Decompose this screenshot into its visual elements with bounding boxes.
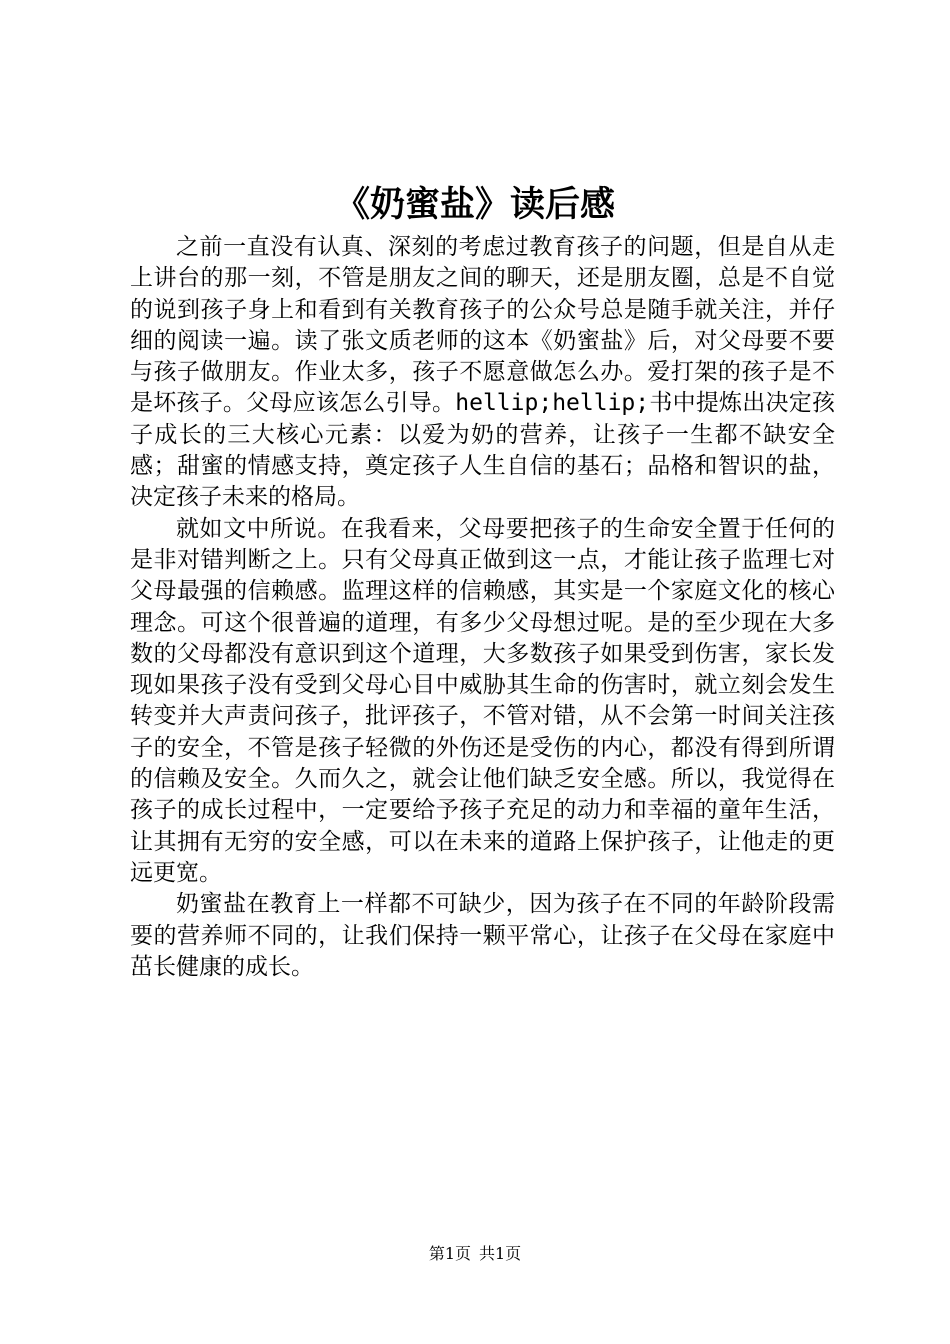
document-body	[130, 232, 835, 983]
paragraph-1: 之前一直没有认真、深刻的考虑过教育孩子的问题，但是自从走上讲台的那一刻，不管是朋友之间的聊天，还是朋友圈，总是不自觉的说到孩子身上和看到有关教育孩子的公众号总是随手就关注，并仔细的阅读一遍。读了张文质老师的这本《奶蜜盐》后，对父母要不要与孩子做朋友。作业太多，孩子不愿意做怎么办。爱打架的孩子是不是坏孩子。父母应该怎么引导。hellip;hellip;书中提炼出决定孩子成长的三大核心元素：以爱为奶的营养，让孩子一生都不缺安全感；甜蜜的情感支持，奠定孩子人生自信的基石；品格和智识的盐，决定孩子未来的格局。	[130, 234, 835, 511]
page-number-current: 第1页	[428, 1244, 471, 1263]
document-title: 《奶蜜盐》读后感	[334, 184, 615, 225]
page-footer	[0, 1242, 950, 1266]
paragraph-2: 就如文中所说。在我看来，父母要把孩子的生命安全置于任何的是非对错判断之上。只有父母真正做到这一点，才能让孩子监理七对父母最强的信赖感。监理这样的信赖感，其实是一个家庭文化的核心理念。可这个很普遍的道理，有多少父母想过呢。是的至少现在大多数的父母都没有意识到这个道理，大多数孩子如果受到伤害，家长发现如果孩子没有受到父母心目中威胁其生命的伤害时，就立刻会发生转变并大声责问孩子，批评孩子，不管对错，从不会第一时间关注孩子的安全，不管是孩子轻微的外伤还是受伤的内心，都没有得到所谓的信赖及安全。久而久之，就会让他们缺乏安全感。所以，我觉得在孩子的成长过程中，一定要给予孩子充足的动力和幸福的童年生活，让其拥有无穷的安全感，可以在未来的道路上保护孩子，让他走的更远更宽。	[130, 515, 835, 886]
paragraph-3: 奶蜜盐在教育上一样都不可缺少，因为孩子在不同的年龄阶段需要的营养师不同的，让我们保持一颗平常心，让孩子在父母在家庭中茁长健康的成长。	[130, 891, 835, 980]
page-number-total: 共1页	[479, 1244, 522, 1263]
